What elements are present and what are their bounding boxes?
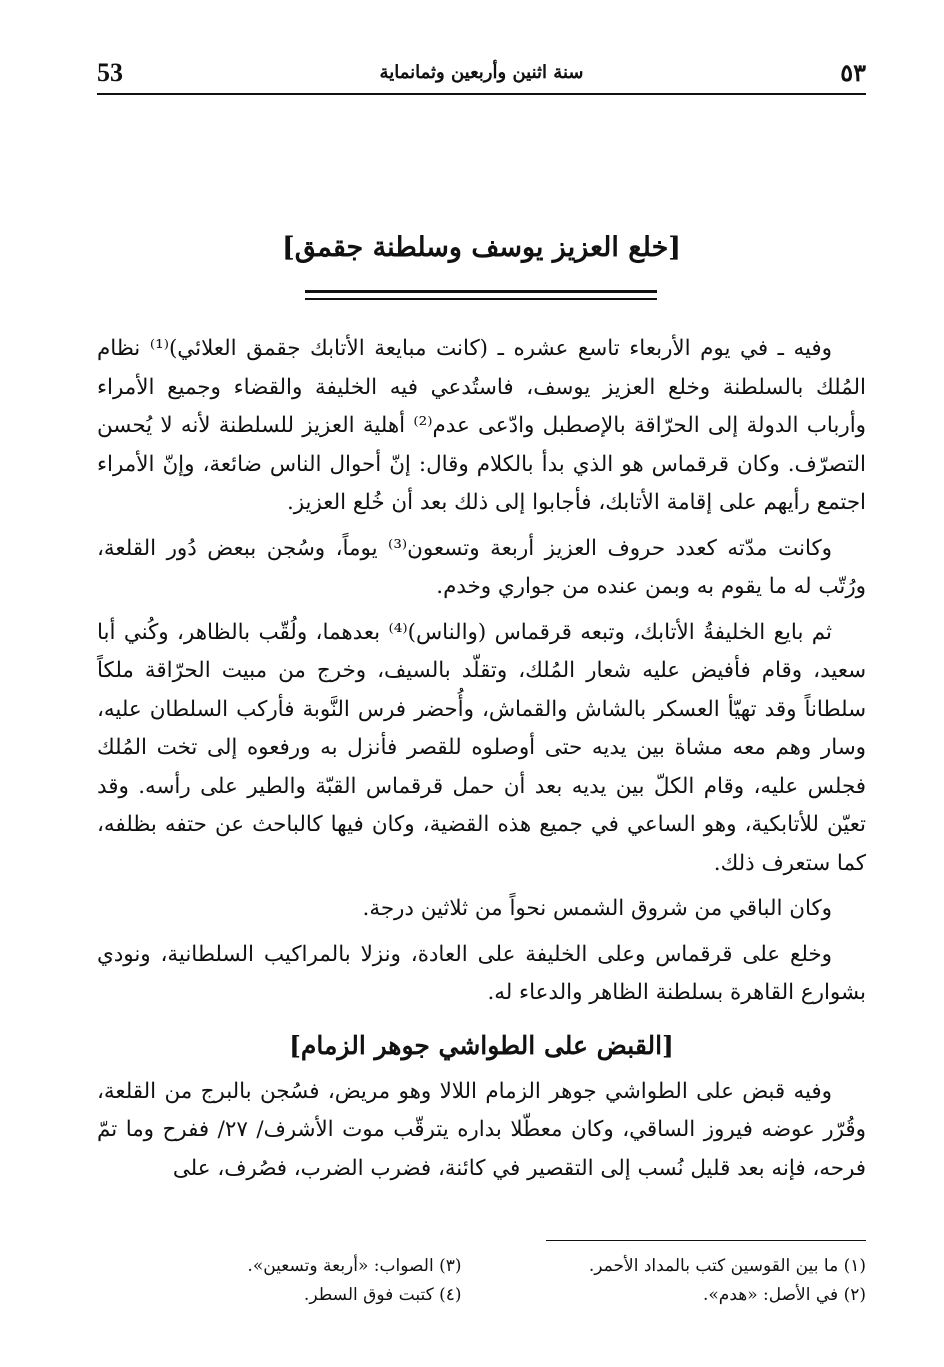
- footnote-4: (٤) كتبت فوق السطر.: [303, 1285, 462, 1305]
- heading-double-rule: [305, 290, 657, 305]
- paragraph: وكان الباقي من شروق الشمس نحواً من ثلاثين درجة.: [362, 896, 832, 921]
- section-heading-1: [خلع العزيز يوسف وسلطنة جقمق]: [281, 232, 682, 263]
- page-number-arabic: ٥٣: [840, 58, 866, 87]
- footnote-1: (١) ما بين القوسين كتب بالمداد الأحمر.: [588, 1256, 866, 1276]
- paragraph: وفيه ـ في يوم الأربعاء تاسع عشره ـ (كانت مبايعة الأتابك جقمق العلائي)⁽¹⁾ نظام المُلك بالسلطنة وخلع العزيز يوسف، فاستُدعي فيه الخليفة والقضاء وجميع الأمراء وأرباب الدولة إلى الحرّاقة بالإصطبل وادّعى عدم⁽²⁾ أهلية العزيز للسلطنة لأنه لا يُحسن التصرّف. وكان قرقماس هو الذي بدأ بالكلام وقال: إنّ أحوال الناس ضائعة، وإنّ الأمراء اجتمع رأيهم على إقامة الأتابك، فأجابوا إلى ذلك بعد أن خُلع العزيز.: [97, 336, 866, 515]
- footnotes: [97, 1252, 866, 1310]
- paragraph: وكانت مدّته كعدد حروف العزيز أربعة وتسعون⁽³⁾ يوماً، وسُجن ببعض دُور القلعة، ورُتّب له ما يقوم به وبمن عنده من جواري وخدم.: [97, 535, 866, 599]
- running-title: سنة اثنين وأربعين وثمانماية: [379, 62, 584, 83]
- section-heading-2: [القبض على الطواشي جوهر الزمام]: [289, 1030, 674, 1060]
- header-rule: [97, 93, 866, 95]
- footnote-2: (٢) في الأصل: «هدم».: [703, 1285, 866, 1305]
- footnote-3: (٣) الصواب: «أربعة وتسعين».: [247, 1256, 462, 1276]
- paragraph: وفيه قبض على الطواشي جوهر الزمام اللالا وهو مريض، فسُجن بالبرج من القلعة، وقُرّر عوضه فيروز الساقي، وكان معطّلا بداره يترقّب موت الأشرف/ ٢٧/ ففرح وما تمّ فرحه، فإنه بعد قليل نُسب إلى التقصير في كائنة، فضرب الضرب، فصُرف، على: [97, 1078, 866, 1181]
- footnote-rule: [546, 1240, 866, 1241]
- body-text: [97, 330, 866, 1195]
- paragraph: ثم بايع الخليفةُ الأتابك، وتبعه قرقماس (والناس)⁽⁴⁾ بعدهما، ولُقّب بالظاهر، وكُني أبا سعيد، وقام فأفيض عليه شعار المُلك، وتقلّد بالسيف، وخرج من مبيت الحرّاقة ملكاً سلطاناً وقد تهيّأ العسكر بالشاش والقماش، وأُحضر فرس النَّوبة فأركب السلطان عليه، وسار وهم معه مشاة بين يديه حتى أوصلوه للقصر فأنزل به ورفعوه إلى تخت المُلك فجلس عليه، وقام الكلّ بين يديه بعد أن حمل قرقماس القبّة والطير على رأسه. وقد تعيّن للأتابكية، وهو الساعي في جميع هذه القضية، وكان فيها كالباحث عن حتفه بظلفه، كما ستعرف ذلك.: [97, 619, 866, 876]
- running-header: [97, 52, 866, 96]
- paragraph: وخلع على قرقماس وعلى الخليفة على العادة، ونزلا بالمراكيب السلطانية، ونودي بشوارع القاهرة بسلطنة الظاهر والدعاء له.: [97, 941, 866, 1005]
- page-number-latin: 53: [97, 58, 123, 87]
